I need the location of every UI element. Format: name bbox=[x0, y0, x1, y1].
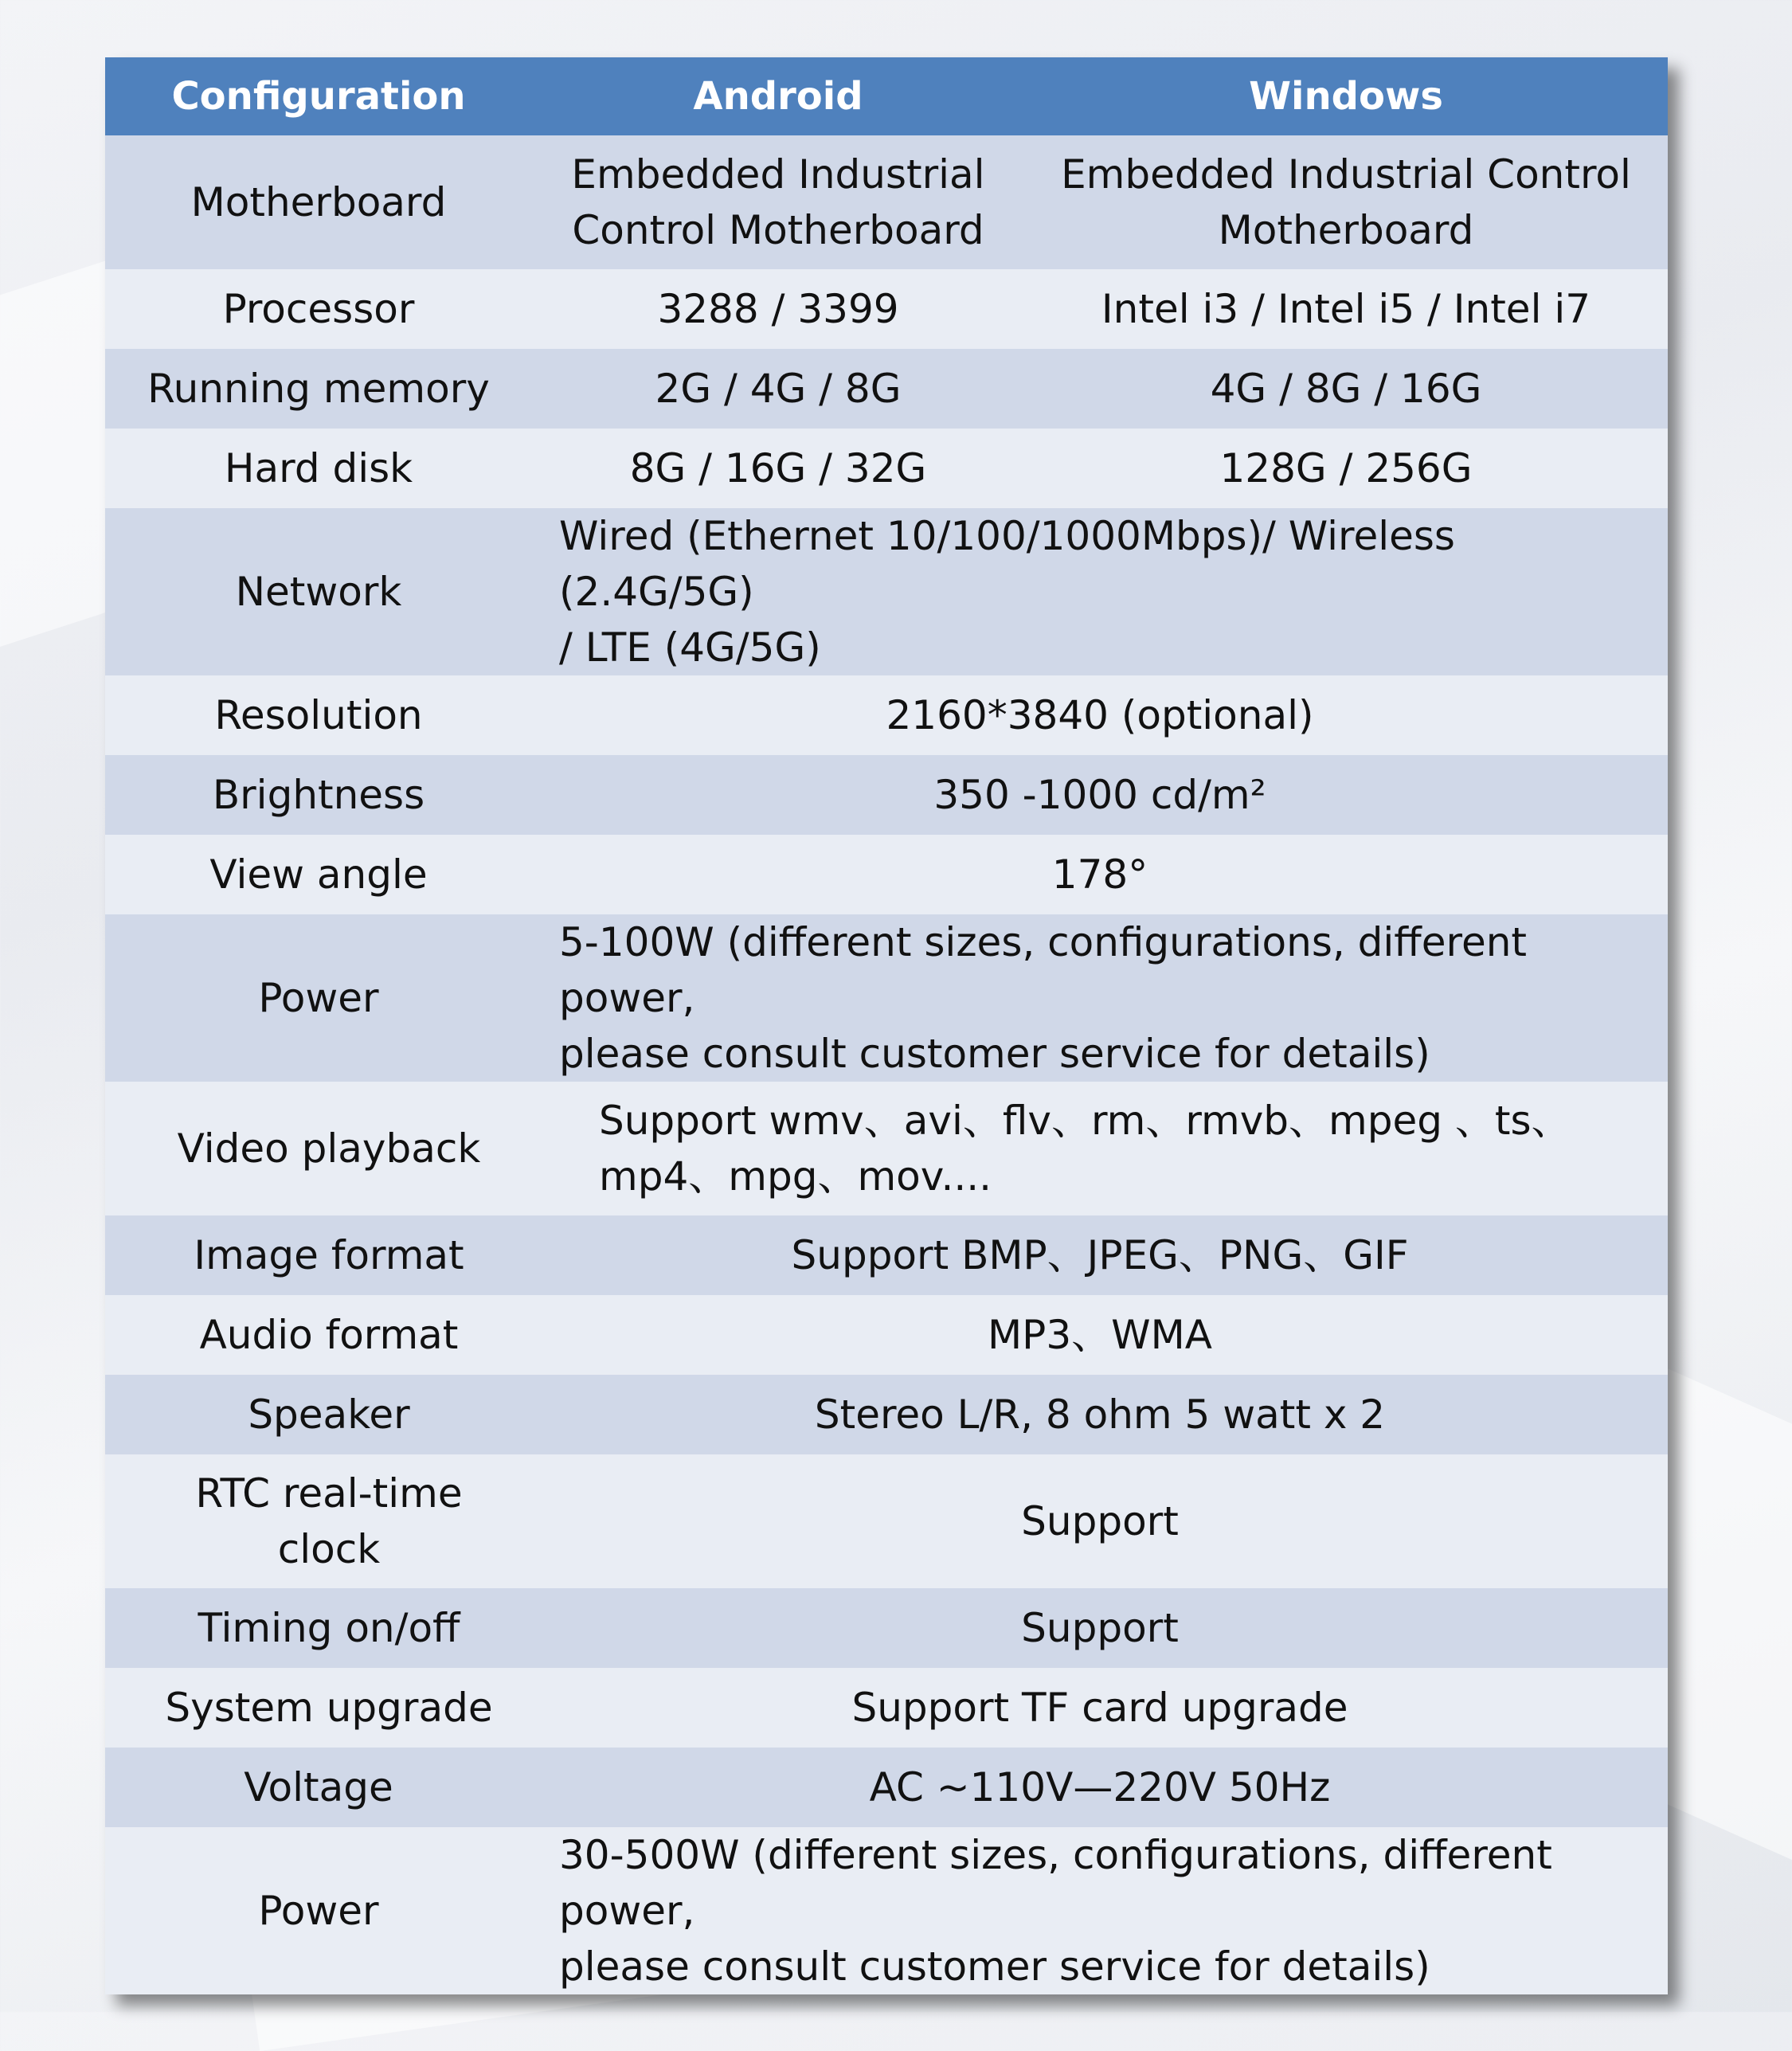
windows-value: 128G / 256G bbox=[1024, 429, 1668, 508]
row-label: System upgrade bbox=[105, 1668, 532, 1748]
row-label: Resolution bbox=[105, 675, 532, 755]
table-row-system-upgrade bbox=[105, 1668, 1668, 1748]
table-row-timing bbox=[105, 1588, 1668, 1668]
table-row-processor bbox=[105, 269, 1668, 349]
row-label: Power bbox=[105, 1827, 532, 1994]
value-line-2: mp4、mpg、mov.... bbox=[599, 1153, 992, 1200]
table-row-image-format bbox=[105, 1215, 1668, 1295]
table-row-audio-format bbox=[105, 1295, 1668, 1375]
row-label: Voltage bbox=[105, 1748, 532, 1827]
table-row-motherboard bbox=[105, 135, 1668, 269]
shared-value: Support bbox=[532, 1588, 1668, 1668]
windows-value-line-2: Motherboard bbox=[1218, 207, 1474, 253]
table-row-hard-disk bbox=[105, 429, 1668, 508]
row-label: Network bbox=[105, 508, 532, 675]
value-line-2: / LTE (4G/5G) bbox=[559, 624, 821, 671]
value-line-2: please consult customer service for details) bbox=[559, 1943, 1430, 1990]
row-label: Brightness bbox=[105, 755, 532, 835]
android-value-line-1: Embedded Industrial bbox=[571, 151, 985, 198]
table-row-running-memory bbox=[105, 349, 1668, 429]
row-label bbox=[105, 1454, 532, 1588]
row-label: Running memory bbox=[105, 349, 532, 429]
shared-value: Support bbox=[532, 1454, 1668, 1588]
windows-value: 4G / 8G / 16G bbox=[1024, 349, 1668, 429]
table-row-voltage bbox=[105, 1748, 1668, 1827]
table-row-view-angle bbox=[105, 835, 1668, 914]
value-line-1: 30-500W (different sizes, configurations, different power, bbox=[559, 1832, 1552, 1934]
shared-value: 2160*3840 (optional) bbox=[532, 675, 1668, 755]
value-line-2: please consult customer service for details) bbox=[559, 1031, 1430, 1077]
android-value: 3288 / 3399 bbox=[532, 269, 1024, 349]
row-label: Hard disk bbox=[105, 429, 532, 508]
table-row-video-playback bbox=[105, 1082, 1668, 1215]
table-header-row bbox=[105, 57, 1668, 135]
header-configuration: Configuration bbox=[105, 57, 532, 135]
table-row-brightness bbox=[105, 755, 1668, 835]
table-row-power bbox=[105, 914, 1668, 1082]
windows-value-line-1: Embedded Industrial Control bbox=[1061, 151, 1631, 198]
row-label: View angle bbox=[105, 835, 532, 914]
shared-value: 178° bbox=[532, 835, 1668, 914]
android-value bbox=[532, 135, 1024, 269]
row-label: Timing on/off bbox=[105, 1588, 532, 1668]
specification-table bbox=[105, 57, 1668, 1994]
windows-value bbox=[1024, 135, 1668, 269]
table-row-resolution bbox=[105, 675, 1668, 755]
shared-value: Support TF card upgrade bbox=[532, 1668, 1668, 1748]
shared-value: 350 -1000 cd/m² bbox=[532, 755, 1668, 835]
shared-value: MP3、WMA bbox=[532, 1295, 1668, 1375]
shared-value bbox=[532, 1827, 1668, 1994]
label-line-2: clock bbox=[277, 1526, 381, 1572]
row-label: Audio format bbox=[105, 1295, 532, 1375]
value-line-1: Wired (Ethernet 10/100/1000Mbps)/ Wireless (2.4G/5G) bbox=[559, 513, 1455, 615]
shared-value bbox=[532, 1082, 1668, 1215]
header-android: Android bbox=[532, 57, 1024, 135]
header-windows: Windows bbox=[1024, 57, 1668, 135]
shared-value: AC ~110V—220V 50Hz bbox=[532, 1748, 1668, 1827]
shared-value: Stereo L/R, 8 ohm 5 watt x 2 bbox=[532, 1375, 1668, 1454]
shared-value bbox=[532, 914, 1668, 1082]
row-label: Speaker bbox=[105, 1375, 532, 1454]
row-label: Processor bbox=[105, 269, 532, 349]
shared-value: Support BMP、JPEG、PNG、GIF bbox=[532, 1215, 1668, 1295]
windows-value: Intel i3 / Intel i5 / Intel i7 bbox=[1024, 269, 1668, 349]
shared-value bbox=[532, 508, 1668, 675]
row-label: Motherboard bbox=[105, 135, 532, 269]
android-value-line-2: Control Motherboard bbox=[572, 207, 984, 253]
value-line-1: 5-100W (different sizes, configurations, different power, bbox=[559, 919, 1528, 1021]
android-value: 8G / 16G / 32G bbox=[532, 429, 1024, 508]
table-row-power bbox=[105, 1827, 1668, 1994]
table-row-speaker bbox=[105, 1375, 1668, 1454]
label-line-1: RTC real-time bbox=[195, 1470, 463, 1517]
table-row-rtc-clock bbox=[105, 1454, 1668, 1588]
android-value: 2G / 4G / 8G bbox=[532, 349, 1024, 429]
row-label: Power bbox=[105, 914, 532, 1082]
row-label: Image format bbox=[105, 1215, 532, 1295]
value-line-1: Support wmv、avi、flv、rm、rmvb、mpeg 、ts、 bbox=[599, 1098, 1571, 1144]
row-label: Video playback bbox=[105, 1082, 532, 1215]
table-row-network bbox=[105, 508, 1668, 675]
